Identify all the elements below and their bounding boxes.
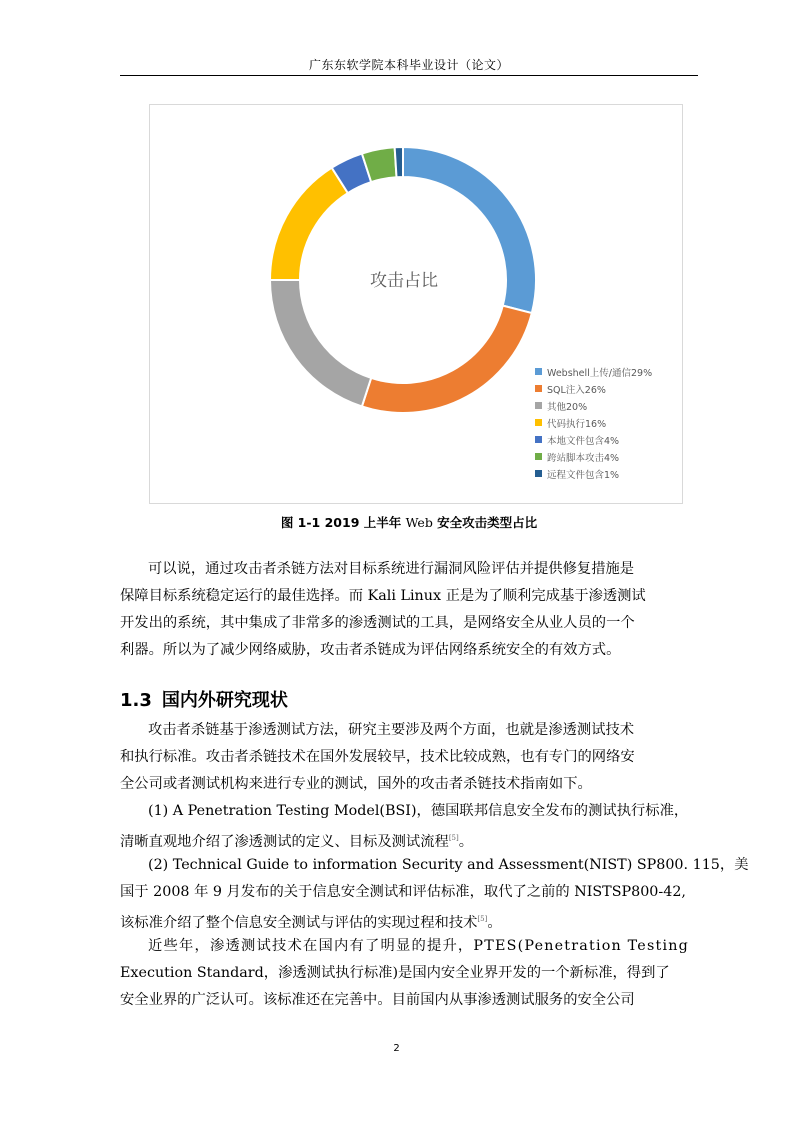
section-title: 国内外研究现状 <box>161 690 288 711</box>
legend-label: 其他20% <box>547 401 588 413</box>
text-line: 全公司或者测试机构来进行专业的测试，国外的攻击者杀链技术指南如下。 <box>120 776 592 792</box>
caption-prefix: 图 1-1 2019 上半年 <box>280 515 406 530</box>
citation-ref[interactable]: [5] <box>477 915 488 923</box>
text-line: (1) A Penetration Testing Model(BSI)，德国联邦信息安全发布的测试执行标准， <box>148 803 689 819</box>
legend-swatch <box>535 402 542 409</box>
legend-label: Webshell上传/通信29% <box>547 367 653 379</box>
section-heading <box>120 686 288 712</box>
legend-swatch <box>535 419 542 426</box>
chart-title: 攻击占比 <box>370 271 438 291</box>
text-fragment: 该标准介绍了整个信息安全测试与评估的实现过程和技术 <box>120 915 478 931</box>
legend-item <box>535 465 652 482</box>
paragraph-4 <box>120 852 749 937</box>
donut-slice-7 <box>395 147 403 177</box>
donut-slice-2 <box>362 306 532 413</box>
legend-swatch <box>535 436 542 443</box>
text-line: 开发出的系统，其中集成了非常多的渗透测试的工具，是网络安全从业人员的一个 <box>120 615 635 631</box>
text-line: (2) Technical Guide to information Security and Assessment(NIST) SP800. 115，美 <box>148 857 749 873</box>
legend-label: 本地文件包含4% <box>547 435 620 447</box>
legend-swatch <box>535 385 542 392</box>
paragraph-5 <box>120 933 698 1014</box>
text-fragment: 清晰直观地介绍了渗透测试的定义、目标及测试流程 <box>120 834 449 850</box>
text-fragment: 。 <box>487 915 502 931</box>
text-line: Execution Standard，渗透测试执行标准)是国内安全业界开发的一个新标准，得到了 <box>120 965 670 981</box>
text-line: 安全业界的广泛认可。该标准还在完善中。目前国内从事渗透测试服务的安全公司 <box>120 992 635 1008</box>
donut-slice-4 <box>270 168 348 280</box>
legend-label: SQL注入26% <box>547 384 606 396</box>
donut-slice-3 <box>270 280 371 406</box>
legend-item <box>535 448 652 465</box>
text-line: 保障目标系统稳定运行的最佳选择。而 Kali Linux 正是为了顺利完成基于渗透测试 <box>120 588 646 604</box>
legend-swatch <box>535 453 542 460</box>
caption-web: Web <box>405 515 433 530</box>
text-line: 可以说，通过攻击者杀链方法对目标系统进行漏洞风险评估并提供修复措施是 <box>148 561 635 577</box>
chart-legend <box>535 363 652 482</box>
legend-item <box>535 431 652 448</box>
header-rule <box>120 75 698 76</box>
legend-label: 跨站脚本攻击4% <box>547 452 620 464</box>
legend-label: 代码执行16% <box>547 418 607 430</box>
section-number: 1.3 <box>120 690 152 711</box>
text-line: 近些年，渗透测试技术在国内有了明显的提升，PTES(Penetration Testing <box>148 938 689 954</box>
text-line: 利器。所以为了减少网络威胁，攻击者杀链成为评估网络系统安全的有效方式。 <box>120 642 621 658</box>
caption-suffix: 安全攻击类型占比 <box>432 515 538 530</box>
text-line: 攻击者杀链基于渗透测试方法，研究主要涉及两个方面，也就是渗透测试技术 <box>148 722 635 738</box>
page-number: 2 <box>393 1043 400 1054</box>
legend-item <box>535 414 652 431</box>
paragraph-3 <box>120 798 698 856</box>
legend-item <box>535 363 652 380</box>
paragraph-1 <box>120 556 698 664</box>
running-header: 广东东软学院本科毕业设计（论文） <box>308 58 509 72</box>
figure-caption <box>120 513 698 531</box>
legend-swatch <box>535 368 542 375</box>
text-line: 国于 2008 年 9 月发布的关于信息安全测试和评估标准，取代了之前的 NISTSP800-42, <box>120 884 686 900</box>
legend-swatch <box>535 470 542 477</box>
paragraph-2 <box>120 717 698 798</box>
legend-label: 远程文件包含1% <box>547 469 620 481</box>
citation-ref[interactable]: [5] <box>448 834 459 842</box>
legend-item <box>535 397 652 414</box>
text-fragment: 。 <box>458 834 474 850</box>
text-line: 和执行标准。攻击者杀链技术在国外发展较早，技术比较成熟，也有专门的网络安 <box>120 749 635 765</box>
legend-item <box>535 380 652 397</box>
donut-chart <box>149 104 683 504</box>
